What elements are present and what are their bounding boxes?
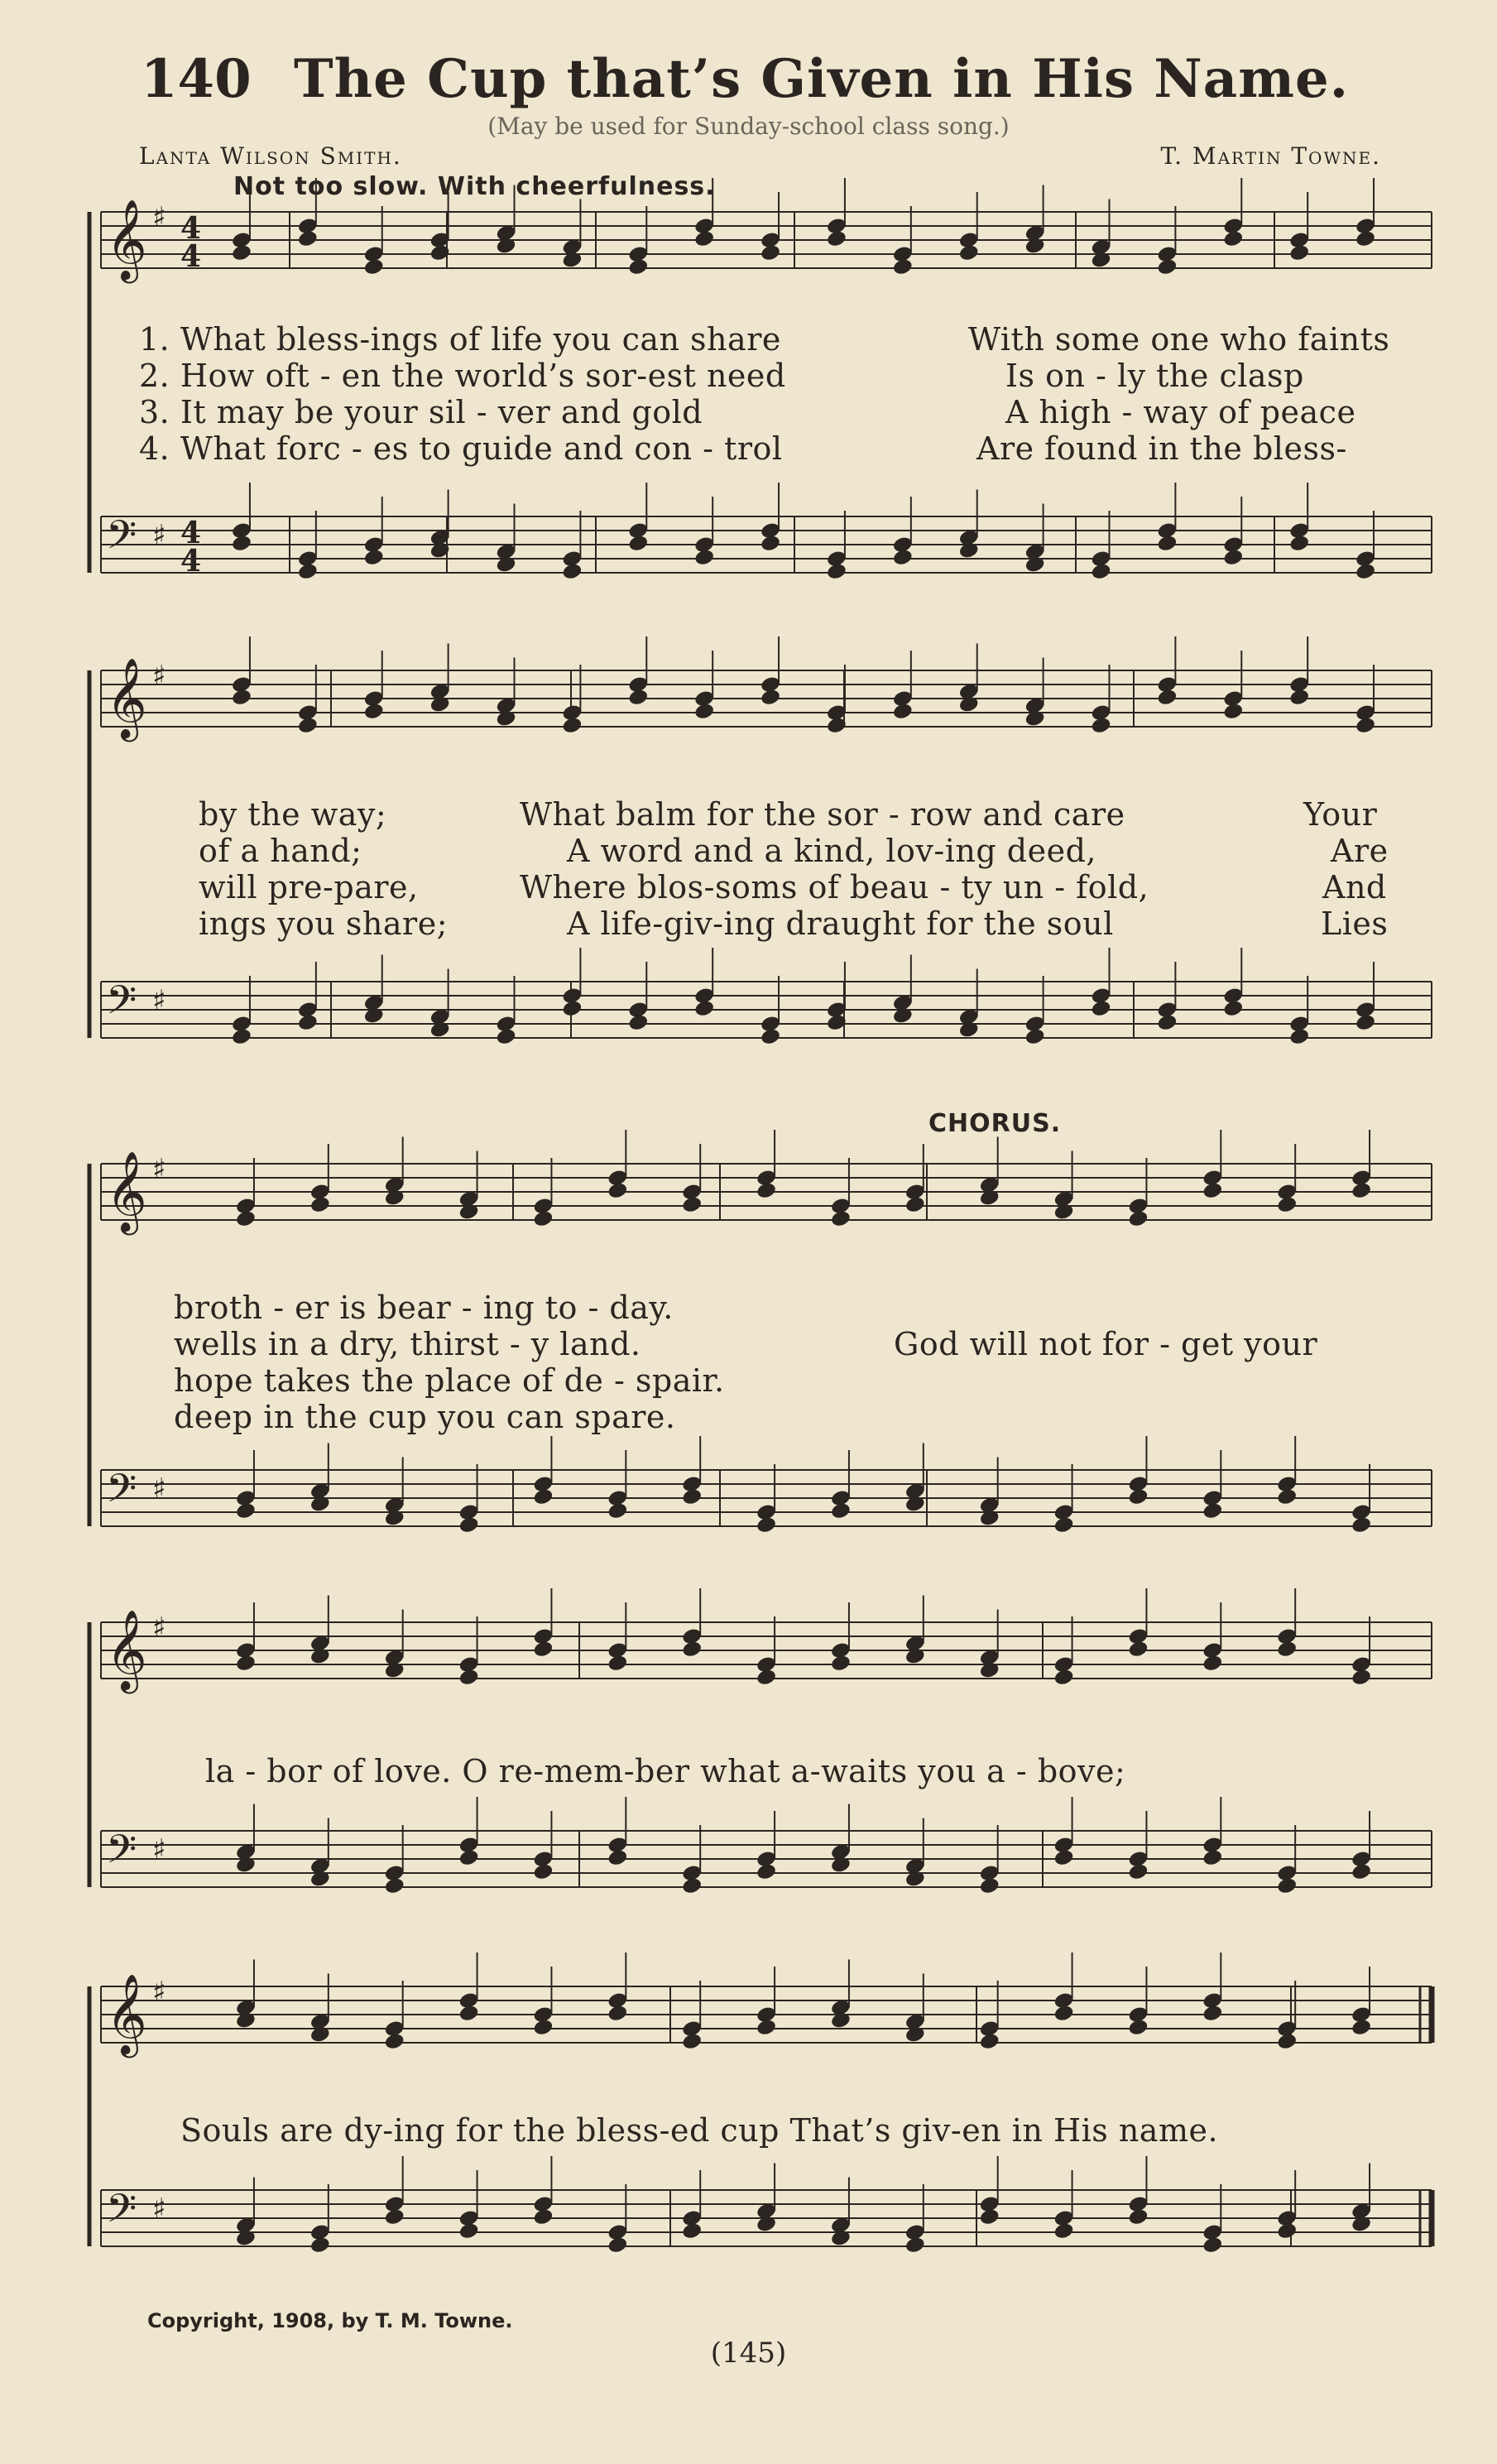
lyric-s2-v1-a: by the way; [199,796,387,833]
note-head [681,1195,703,1214]
note-head [1202,1654,1223,1673]
note-head [1276,1487,1298,1506]
note-head [532,1640,554,1659]
sharp-icon: ♯ [152,201,166,234]
lyric-s1-v2-b: Is on - ly the clasp [1005,358,1304,394]
chorus-label: CHORUS. [928,1109,1062,1138]
note-head [231,1027,252,1046]
note-head [1355,229,1376,248]
note-head [904,2236,926,2255]
note-head [458,1203,479,1222]
note-head [979,1661,1000,1680]
note-head [561,562,583,581]
note-head [1355,562,1376,581]
sharp-icon: ♯ [152,984,166,1017]
lyric-s3-v2-a: wells in a dry, thirst - y land. [174,1326,641,1362]
author-credit: Lanta Wilson Smith. [139,142,402,170]
sharp-icon: ♯ [152,519,166,552]
lyric-s3-chorus: God will not for - get your [894,1326,1318,1362]
note-head [532,1862,554,1881]
treble-clef-icon: 𝄞 [106,657,147,738]
note-head [681,2032,703,2051]
note-head [1024,1027,1046,1046]
lyric-s5: Souls are dy-ing for the bless-ed cup That’s giv-en in His name. [180,2112,1219,2149]
hymn-title: The Cup that’s Given in His Name. [294,48,1349,110]
note-head [1090,562,1111,581]
note-head [1053,1203,1074,1222]
note-head [979,1876,1000,1895]
sharp-icon: ♯ [152,1611,166,1645]
note-head [1090,999,1111,1018]
note-head [1156,534,1178,553]
note-head [1202,1501,1223,1520]
note-head [495,237,516,256]
note-head [904,2025,926,2044]
sharp-icon: ♯ [152,2193,166,2226]
note-head [532,1209,554,1228]
note-head [532,1487,554,1506]
note-head [384,1661,405,1680]
note-head [458,1515,479,1535]
note-head [561,999,583,1018]
bass-clef-icon: 𝄢 [106,1826,137,1882]
note-head [1127,2207,1149,2226]
lyric-s1-v3-a: 3. It may be your sil - ver and gold [139,394,703,430]
note-head [1202,2236,1223,2255]
lyric-s2-v3-c: And [1322,869,1387,905]
note-head [561,251,583,270]
note-head [830,2011,852,2030]
lyric-s2-v4-a: ings you share; [199,905,449,942]
note-head [1053,1668,1074,1687]
note-head [979,2032,1000,2051]
note-head [1156,1013,1178,1032]
note-head [458,2221,479,2241]
time-signature-top: 4 [180,516,202,550]
bass-clef-icon: 𝄢 [106,512,137,568]
note-head [235,1209,257,1228]
bass-clef-icon: 𝄢 [106,1465,137,1521]
note-head [892,1006,914,1025]
treble-clef-icon: 𝄞 [106,1150,147,1232]
lyric-s2-v2-b: A word and a kind, lov-ing deed, [567,833,1096,869]
lyric-s2-v3-b: Where blos-soms of beau - ty un - fold, [520,869,1149,905]
note-head [1202,1848,1223,1867]
lyric-s1-v4-b: Are found in the bless- [976,430,1347,467]
note-head [458,2004,479,2023]
hymn-subtitle: (May be used for Sunday-school class song.) [487,113,1010,140]
note-head [1053,2221,1074,2241]
note-head [979,2207,1000,2226]
note-head [1222,702,1244,721]
note-head [309,2025,331,2044]
lyric-s2-v4-b: A life-giv-ing draught for the soul [567,905,1114,942]
note-head [830,2229,852,2248]
note-head [235,1654,257,1673]
note-head [830,1856,852,1875]
note-head [607,2236,628,2255]
note-head [607,1848,628,1867]
note-head [693,548,715,567]
note-head [384,1876,405,1895]
note-head [1024,237,1046,256]
note-head [760,243,781,262]
lyric-s2-v3-a: will pre-pare, [199,869,419,905]
note-head [1351,2215,1372,2234]
note-head [1351,1668,1372,1687]
note-head [693,229,715,248]
note-head [231,688,252,707]
note-head [826,562,847,581]
note-head [607,2004,628,2023]
note-head [1276,1195,1298,1214]
lyric-s1-v1-b: With some one who faints [968,321,1390,358]
note-head [1202,1181,1223,1200]
note-head [904,1195,926,1214]
note-head [1351,1862,1372,1881]
note-head [756,2018,777,2037]
note-head [958,1021,980,1040]
note-head [1090,716,1111,735]
note-head [1222,229,1244,248]
note-head [607,1501,628,1520]
lyric-s1-v1-a: 1. What bless-ings of life you can share [139,321,781,358]
note-head [904,1647,926,1666]
note-head [309,1647,331,1666]
note-head [681,1640,703,1659]
note-head [1276,1876,1298,1895]
lyric-s2-v2-a: of a hand; [199,833,362,869]
note-head [363,548,385,567]
note-head [297,1013,319,1032]
note-head [1053,1515,1074,1535]
note-head [958,541,980,560]
note-head [979,1189,1000,1208]
note-head [384,2207,405,2226]
time-signature-bottom: 4 [180,239,202,274]
composer-credit: T. Martin Towne. [1160,142,1381,170]
lyric-s3-v3-a: hope takes the place of de - spair. [174,1362,725,1399]
note-head [958,243,980,262]
note-head [231,534,252,553]
note-head [627,1013,649,1032]
note-head [297,229,319,248]
note-head [458,1848,479,1867]
lyric-s2-v2-c: Are [1331,833,1389,869]
sharp-icon: ♯ [152,1833,166,1866]
note-head [384,1189,405,1208]
note-head [1351,2018,1372,2037]
note-head [892,702,914,721]
lyric-s2-v1-c: Your [1303,796,1378,833]
bass-clef-icon: 𝄢 [106,977,137,1033]
note-head [532,2207,554,2226]
lyric-s1-v3-b: A high - way of peace [1005,394,1356,430]
sharp-icon: ♯ [152,1472,166,1506]
note-head [760,1027,781,1046]
note-head [627,257,649,276]
time-signature-bottom: 4 [180,544,202,579]
note-head [904,1870,926,1889]
page-number: (145) [710,2337,787,2370]
note-head [1276,1640,1298,1659]
sharp-icon: ♯ [152,1976,166,2009]
lyric-s1-v2-a: 2. How oft - en the world’s sor-est need [139,358,786,394]
note-head [607,1654,628,1673]
note-head [384,1509,405,1528]
copyright-notice: Copyright, 1908, by T. M. Towne. [147,2309,513,2332]
sharp-icon: ♯ [152,660,166,693]
note-head [681,2221,703,2241]
note-head [235,1501,257,1520]
note-head [1288,688,1310,707]
bass-clef-icon: 𝄢 [106,2185,137,2241]
note-head [1127,1862,1149,1881]
note-head [309,1870,331,1889]
note-head [830,1501,852,1520]
note-head [1351,1181,1372,1200]
note-head [627,534,649,553]
note-head [235,1856,257,1875]
note-head [1355,716,1376,735]
treble-clef-icon: 𝄞 [106,1609,147,1690]
lyric-s4: la - bor of love. O re-mem-ber what a-waits you a - bove; [205,1753,1126,1789]
note-head [607,1181,628,1200]
note-head [231,243,252,262]
note-head [1156,257,1178,276]
note-head [561,716,583,735]
note-head [756,1862,777,1881]
lyric-s2-v4-c: Lies [1321,905,1389,942]
lyric-s3-v4-a: deep in the cup you can spare. [174,1399,676,1435]
sharp-icon: ♯ [152,1153,166,1186]
note-head [309,1495,331,1514]
note-head [756,1515,777,1535]
note-head [1024,709,1046,728]
note-head [1156,688,1178,707]
note-head [235,2229,257,2248]
note-head [681,1487,703,1506]
note-head [1127,2018,1149,2037]
treble-clef-icon: 𝄞 [106,1973,147,2054]
note-head [979,1509,1000,1528]
hymn-number: 140 [141,48,252,110]
note-head [309,1195,331,1214]
note-head [1288,534,1310,553]
note-head [532,2018,554,2037]
note-head [1090,251,1111,270]
note-head [495,555,516,574]
lyric-s3-v1-a: broth - er is bear - ing to - day. [174,1290,674,1326]
note-head [1222,999,1244,1018]
note-head [693,999,715,1018]
note-head [826,229,847,248]
note-head [681,1876,703,1895]
note-head [363,257,385,276]
note-head [235,2011,257,2030]
note-head [429,1021,451,1040]
note-head [756,2215,777,2234]
note-head [1202,2004,1223,2023]
note-head [904,1495,926,1514]
note-head [1276,2032,1298,2051]
note-head [1127,1209,1149,1228]
note-head [1127,1640,1149,1659]
note-head [830,1654,852,1673]
note-head [760,534,781,553]
note-head [1024,555,1046,574]
note-head [892,548,914,567]
note-head [458,1668,479,1687]
note-head [363,702,385,721]
lyric-s1-v4-a: 4. What forc - es to guide and con - trol [139,430,783,467]
note-head [892,257,914,276]
note-head [429,695,451,714]
note-head [495,1027,516,1046]
note-head [384,2032,405,2051]
note-head [1127,1487,1149,1506]
lyric-s2-v1-b: What balm for the sor - row and care [520,796,1125,833]
note-head [495,709,516,728]
note-head [297,562,319,581]
note-head [1276,2221,1298,2241]
note-head [1355,1013,1376,1032]
note-head [363,1006,385,1025]
note-head [297,716,319,735]
note-head [1288,1027,1310,1046]
note-head [756,1181,777,1200]
note-head [627,688,649,707]
note-head [830,1209,852,1228]
note-head [309,2236,331,2255]
time-signature-top: 4 [180,211,202,246]
note-head [693,702,715,721]
note-head [1222,548,1244,567]
note-head [958,695,980,714]
note-head [756,1668,777,1687]
treble-clef-icon: 𝄞 [106,199,147,280]
note-head [1288,243,1310,262]
tempo-marking: Not too slow. With cheerfulness. [233,172,716,201]
note-head [1053,2004,1074,2023]
note-head [1351,1515,1372,1535]
note-head [1053,1848,1074,1867]
note-head [760,688,781,707]
